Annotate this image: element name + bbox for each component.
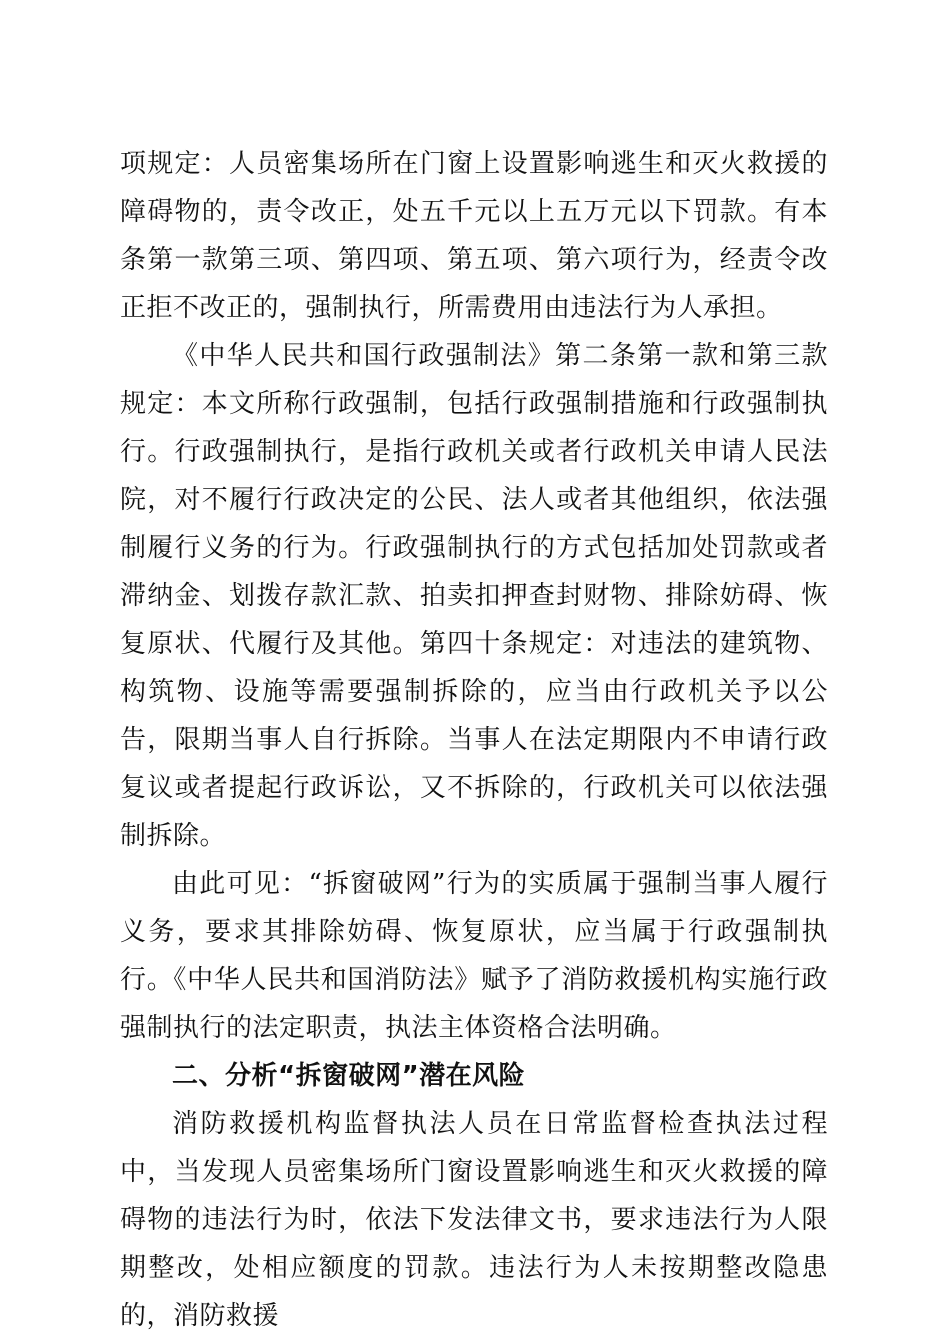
paragraph-conclusion: 由此可见：“拆窗破网”行为的实质属于强制当事人履行义务，要求其排除妨碍、恢复原状，应当属于行政强制执行。《中华人民共和国消防法》赋予了消防救援机构实施行政强制执行的法定职责，执法主体资格合法明确。 — [120, 869, 828, 1043]
paragraph-fire-law-continued: 项规定：人员密集场所在门窗上设置影响逃生和灭火救援的障碍物的，责令改正，处五千元以上五万元以下罚款。有本条第一款第三项、第四项、第五项、第六项行为，经责令改正拒不改正的，强制执行，所需费用由违法行为人承担。 — [120, 149, 828, 323]
document-body — [120, 140, 828, 1340]
paragraph-administrative-coercion-law: 《中华人民共和国行政强制法》第二条第一款和第三款规定：本文所称行政强制，包括行政强制措施和行政强制执行。行政强制执行，是指行政机关或者行政机关申请人民法院，对不履行行政决定的公民、法人或者其他组织，依法强制履行义务的行为。行政强制执行的方式包括加处罚款或者滞纳金、划拨存款汇款、拍卖扣押查封财物、排除妨碍、恢复原状、代履行及其他。第四十条规定：对违法的建筑物、构筑物、设施等需要强制拆除的，应当由行政机关予以公告，限期当事人自行拆除。当事人在法定期限内不申请行政复议或者提起行政诉讼，又不拆除的，行政机关可以依法强制拆除。 — [120, 341, 828, 851]
paragraph-risk-analysis: 消防救援机构监督执法人员在日常监督检查执法过程中，当发现人员密集场所门窗设置影响逃生和灭火救援的障碍物的违法行为时，依法下发法律文书，要求违法行为人限期整改，处相应额度的罚款。违法行为人未按期整改隐患的，消防救援 — [120, 1109, 828, 1331]
section-heading-risk-analysis: 二、分析“拆窗破网”潜在风险 — [172, 1061, 526, 1091]
